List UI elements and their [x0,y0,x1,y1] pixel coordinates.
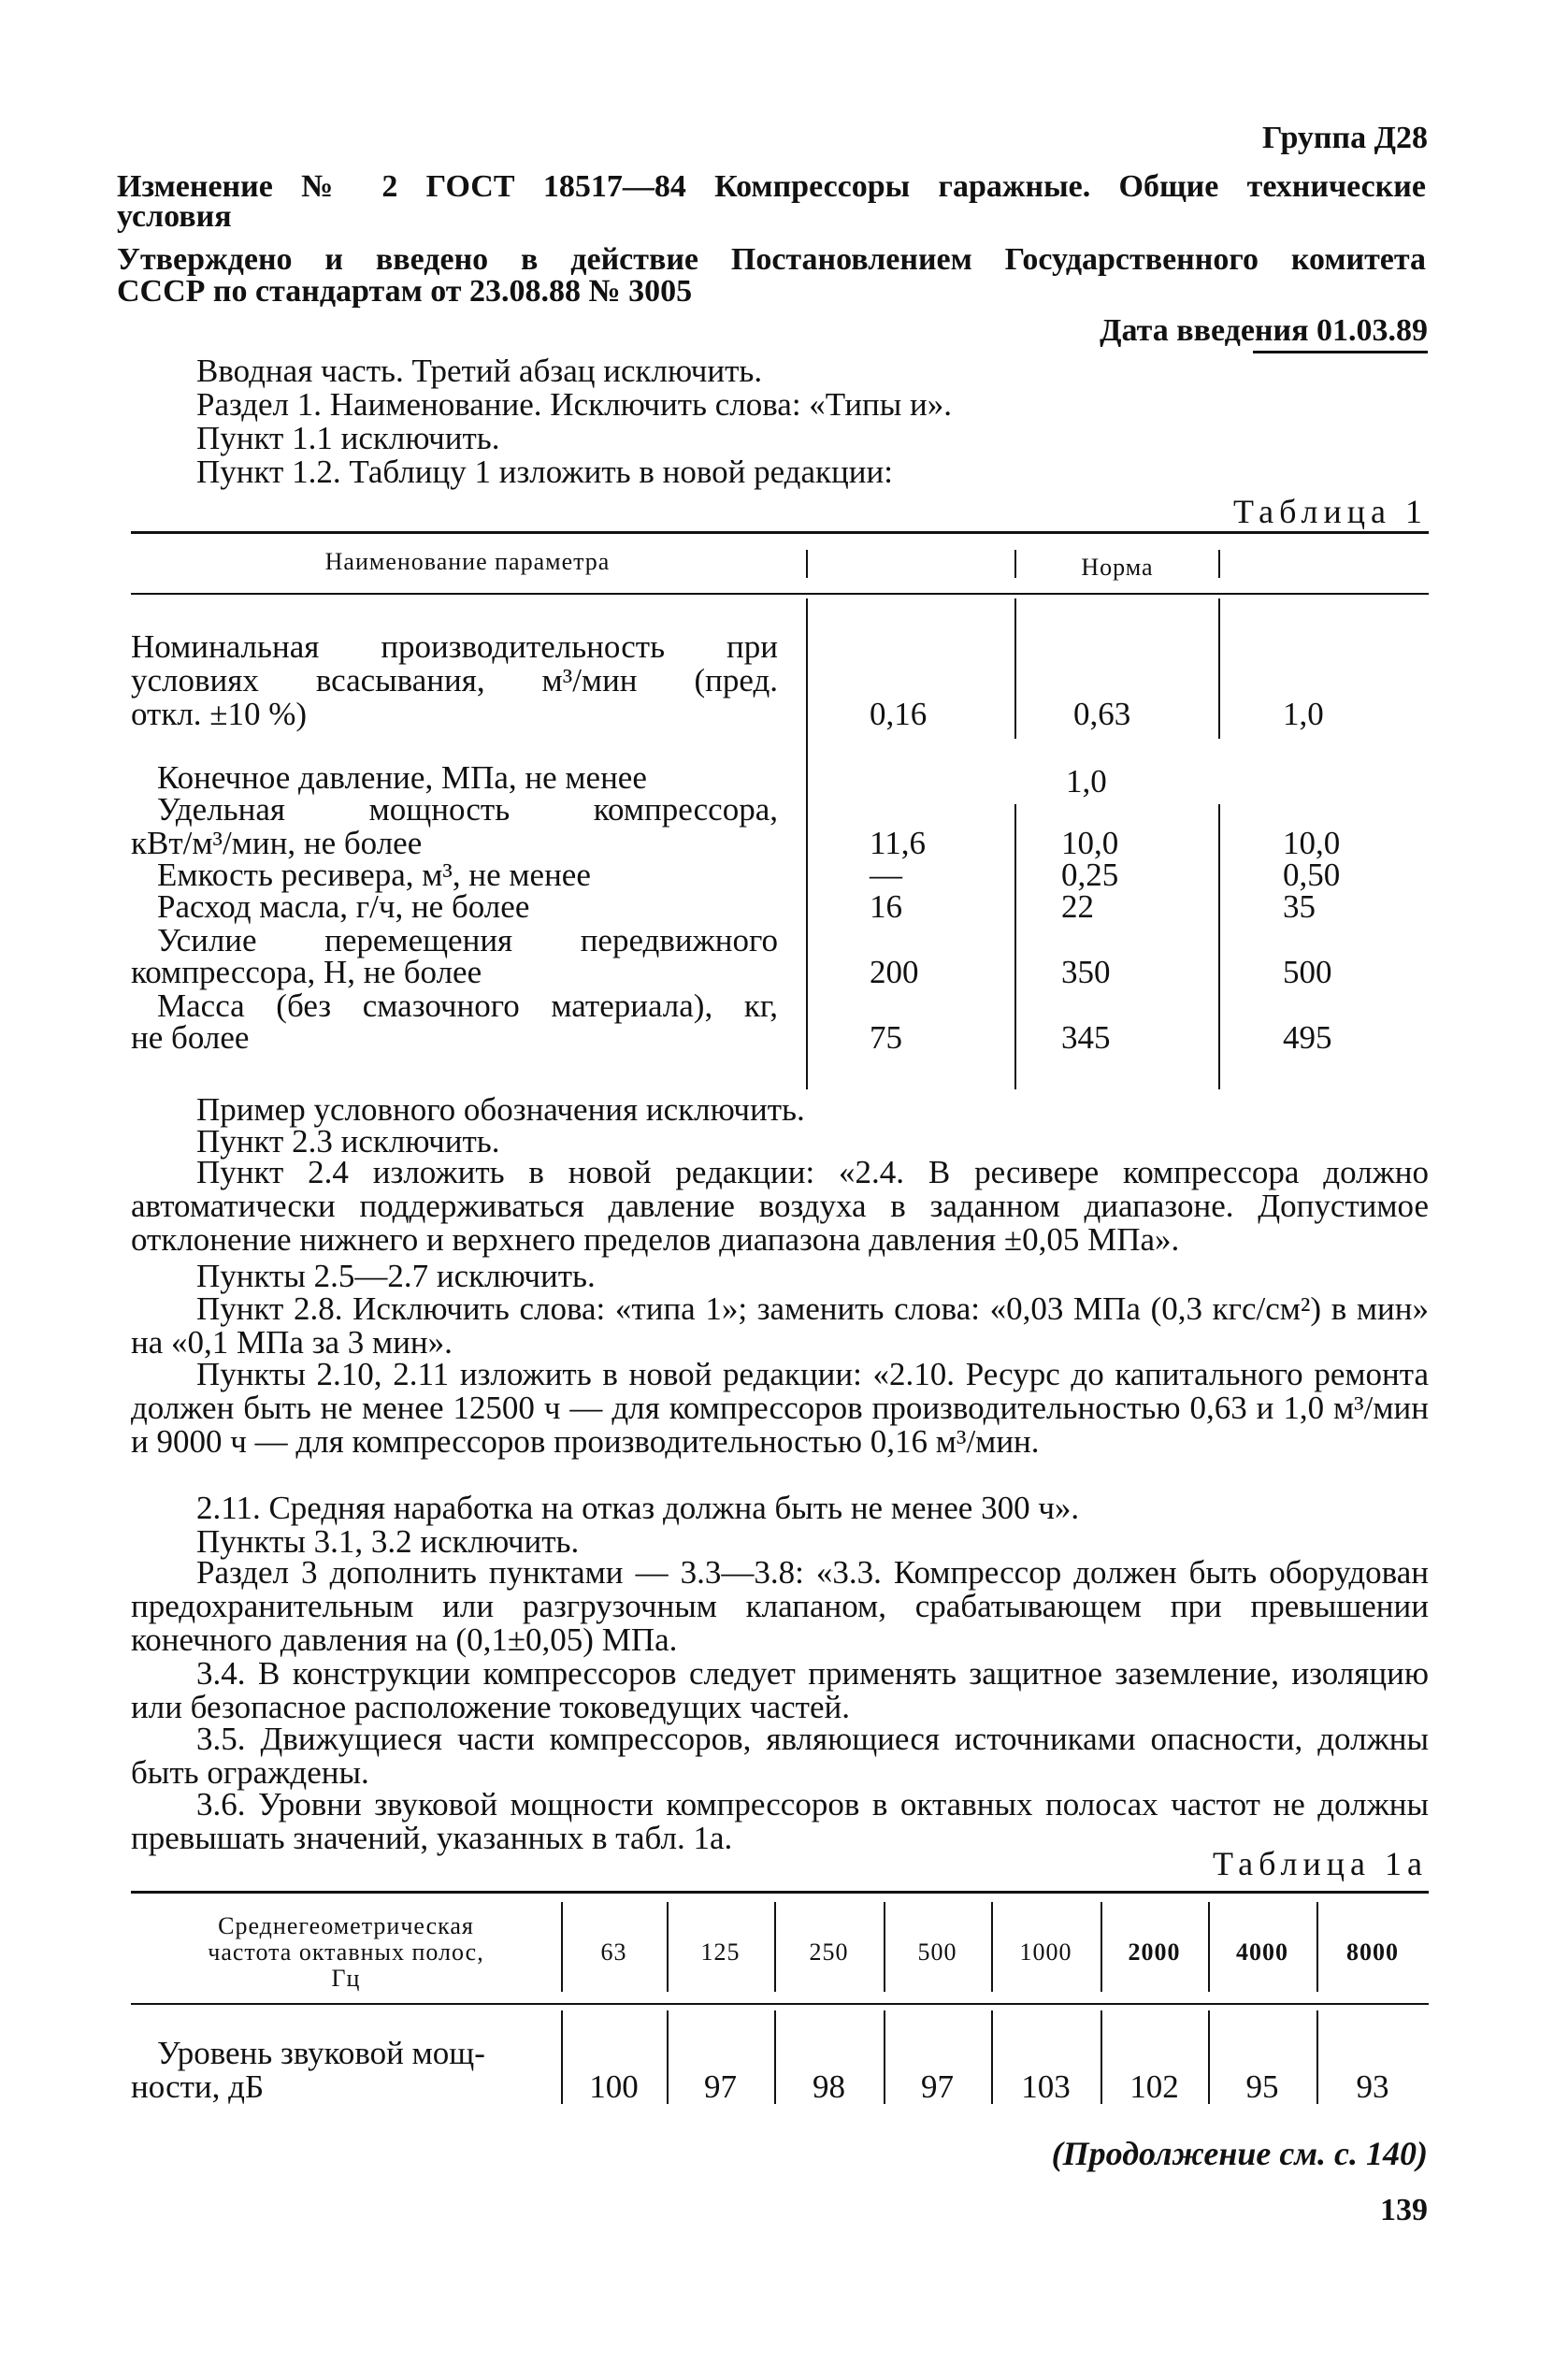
t1-row3-val1: 11,6 [870,825,926,861]
table1a-top-rule [131,1891,1429,1894]
t1-row3-val3: 10,0 [1283,825,1341,861]
t1a-freq-250: 250 [809,1938,849,1966]
para-3-3: Раздел 3 дополнить пунктами — 3.3—3.8: «3.3. Компрессор должен быть оборудован предохранительным или разгрузочным клапаном, срабатывающем при превышении конечного давления на (0,1±0,05) МПа. [131,1554,1429,1658]
body-line-example: Пример условного обозначения исключить. [196,1091,805,1128]
t1-row5-val1: 16 [870,888,902,925]
t1-row3-name-line2: кВт/м³/мин, не более [131,825,423,861]
t1-row6-val3: 500 [1283,954,1332,990]
para-3-4: 3.4. В конструкции компрессоров следует применять защитное заземление, изоляцию или безопасное расположение токоведущих частей. [131,1655,1429,1725]
t1a-row-label-line1: Уровень звуковой мощ- [157,2035,485,2071]
t1a-freq-63: 63 [600,1938,627,1966]
table1-col-sep2b [1014,804,1016,1089]
table1a-header-line1: Среднегеометрическая [218,1912,474,1939]
para-2-8: Пункт 2.8. Исключить слова: «типа 1»; заменить слова: «0,03 МПа (0,3 кгс/см²) в мин» на «0,1 МПа за 3 мин». [131,1290,1429,1361]
approval-line1: Утверждено и введено в действие Постановлением Государственного комитета [117,242,1426,277]
t1-row7-val1: 75 [870,1019,902,1056]
effective-date-value: 01.03.89 [1316,313,1428,348]
page-number: 139 [1380,2193,1428,2227]
t1-row5-val2: 22 [1061,888,1094,925]
t1a-level-63: 100 [589,2068,639,2105]
continuation-note: (Продолжение см. с. 140) [1051,2135,1428,2172]
effective-date-label: Дата введения [1100,313,1309,348]
table1-header-sep3 [1218,550,1220,578]
effective-date [1100,310,1428,352]
t1a-freq-125: 125 [700,1938,741,1966]
intro-line-3: Пункт 1.1 исключить. [196,420,500,456]
table1-top-rule [131,531,1429,534]
table1a-header-label [131,1913,561,1992]
t1a-level-8000: 93 [1356,2068,1389,2105]
t1a-level-125: 97 [704,2068,737,2105]
t1-row6-val2: 350 [1061,954,1111,990]
t1-row7-val3: 495 [1283,1019,1332,1056]
table1a-header-line3: Гц [331,1965,361,1992]
table1-col-sep2a [1014,598,1016,739]
table1-header-param: Наименование параметра [324,548,611,575]
t1-row1-val1: 0,16 [870,696,928,732]
t1-row4-name: Емкость ресивера, м³, не менее [157,857,591,893]
t1a-freq-4000: 4000 [1236,1938,1288,1966]
t1a-level-250: 98 [813,2068,845,2105]
t1-row4-val3: 0,50 [1283,857,1341,893]
t1a-level-4000: 95 [1245,2068,1279,2105]
table1-col-sep1 [806,598,808,1089]
t1-row7-name-line1: Масса (без смазочного материала), кг, [157,987,778,1024]
t1a-row-label-line2: ности, дБ [131,2068,265,2105]
t1-row7-name-line2: не более [131,1019,250,1056]
t1-row1-name-line3: откл. ±10 %) [131,696,308,732]
t1-row4-val2: 0,25 [1061,857,1119,893]
table1-header-norm: Норма [1081,554,1154,581]
t1a-freq-8000: 8000 [1346,1938,1399,1966]
table1-header-sep2 [1014,550,1016,578]
t1-row7-val2: 345 [1061,1019,1111,1056]
table1-header-rule [131,593,1429,595]
t1-row3-name-line1: Удельная мощность компрессора, [157,791,778,828]
t1a-level-500: 97 [921,2068,954,2105]
intro-line-1: Вводная часть. Третий абзац исключить. [196,353,763,389]
t1-row2-name: Конечное давление, МПа, не менее [157,759,647,796]
t1-row6-name-line1: Усилие перемещения передвижного [157,922,778,958]
t1-row5-val3: 35 [1283,888,1316,925]
body-line-2-3: Пункт 2.3 исключить. [196,1123,500,1160]
t1a-freq-2000: 2000 [1128,1938,1181,1966]
t1-row1-val2: 0,63 [1073,696,1131,732]
para-3-5: 3.5. Движущиеся части компрессоров, являющиеся источниками опасности, должны быть ограждены. [131,1721,1429,1791]
para-3-6: 3.6. Уровни звуковой мощности компрессоров в октавных полосах частот не должны превышать значений, указанных в табл. 1а. [131,1786,1429,1856]
t1-row1-val3: 1,0 [1283,696,1324,732]
date-underline [1253,351,1428,353]
intro-line-4: Пункт 1.2. Таблицу 1 изложить в новой редакции: [196,454,893,490]
t1a-freq-1000: 1000 [1019,1938,1072,1966]
t1-row2-val-merged: 1,0 [1066,763,1107,800]
body-line-2-11: 2.11. Средняя наработка на отказ должна быть не менее 300 ч». [196,1490,1080,1526]
table1a-header-line2: частота октавных полос, [208,1938,484,1966]
approval-line2: СССР по стандартам от 23.08.88 № 3005 [117,274,693,309]
intro-line-2: Раздел 1. Наименование. Исключить слова: «Типы и». [196,386,953,423]
group-code: Группа Д28 [1261,121,1428,155]
para-2-4: Пункт 2.4 изложить в новой редакции: «2.4. В ресивере компрессора должно автоматически поддерживаться давление воздуха в заданном диапазоне. Допустимое отклонение нижнего и верхнего пределов диапазона давления ±0,05 МПа». [131,1154,1429,1258]
t1-row3-val2: 10,0 [1061,825,1119,861]
t1-row1-name-line2: условиях всасывания, м³/мин (пред. [131,662,778,699]
body-line-3-1: Пункты 3.1, 3.2 исключить. [196,1523,580,1560]
t1-row6-val1: 200 [870,954,919,990]
table1-col-sep3a [1218,598,1220,739]
t1-row4-val1: — [870,857,902,893]
t1-row1-name-line1: Номинальная производительность при [131,628,778,665]
table1a-caption: Таблица 1а [1213,1845,1428,1882]
table1-col-sep3b [1218,804,1220,1089]
body-line-2-5: Пункты 2.5—2.7 исключить. [196,1258,596,1294]
t1-row6-name-line2: компрессора, Н, не более [131,954,482,990]
document-title-line1: Изменение № 2 ГОСТ 18517—84 Компрессоры гаражные. Общие технические [117,169,1426,204]
t1a-freq-500: 500 [917,1938,957,1966]
table1a-header-rule [131,2003,1429,2005]
t1a-level-1000: 103 [1021,2068,1071,2105]
t1a-level-2000: 102 [1129,2068,1179,2105]
para-2-10: Пункты 2.10, 2.11 изложить в новой редакции: «2.10. Ресурс до капитального ремонта должен быть не менее 12500 ч — для компрессоров производительностью 0,63 и 1,0 м³/мин и 9000 ч — для компрессоров производительностью 0,16 м³/мин. [131,1356,1429,1460]
t1-row5-name: Расход масла, г/ч, не более [157,888,530,925]
table1-header-sep1 [806,550,808,578]
document-title-line2: условия [117,199,232,234]
table1-caption: Таблица 1 [1233,493,1428,530]
